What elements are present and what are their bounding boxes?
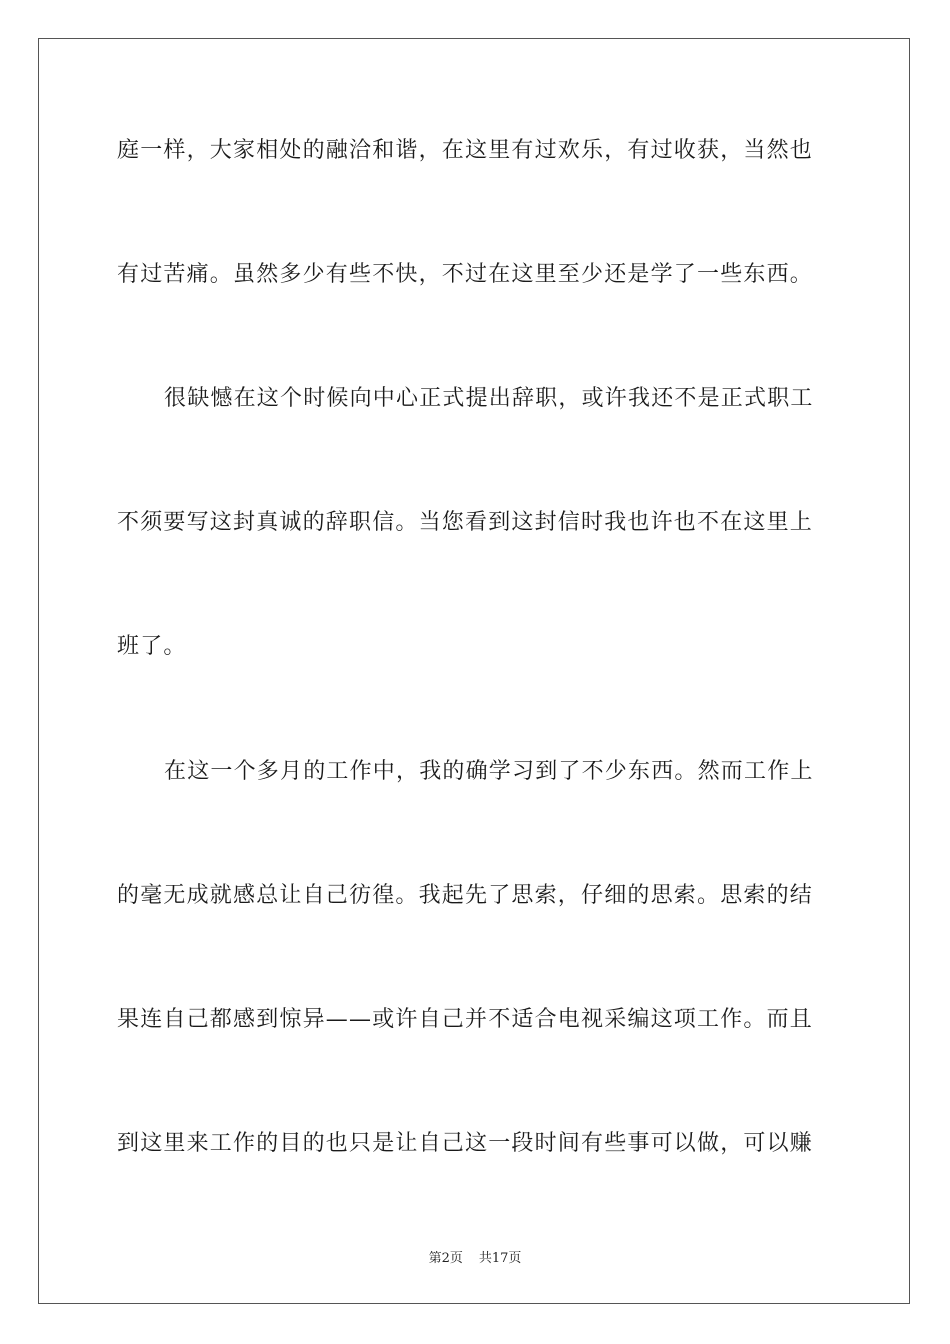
paragraph-3-line-2: 的毫无成就感总让自己彷徨。我起先了思索，仔细的思索。思索的结: [117, 883, 814, 908]
page-number: 第2页: [428, 1251, 463, 1266]
page-total: 共17页: [478, 1251, 522, 1266]
paragraph-1-line-2: 有过苦痛。虽然多少有些不快，不过在这里至少还是学了一些东西。: [117, 262, 814, 287]
paragraph-2-line-3: 班了。: [117, 634, 187, 659]
paragraph-3-line-3: 果连自己都感到惊异——或许自己并不适合电视采编这项工作。而且: [117, 1007, 814, 1032]
paragraph-3-line-1: 在这一个多月的工作中，我的确学习到了不少东西。然而工作上: [164, 759, 814, 784]
paragraph-2-line-2: 不须要写这封真诚的辞职信。当您看到这封信时我也许也不在这里上: [117, 510, 814, 535]
page-footer: [0, 1247, 950, 1266]
paragraph-3-line-4: 到这里来工作的目的也只是让自己这一段时间有些事可以做，可以赚: [117, 1131, 814, 1156]
page-border: [38, 38, 910, 1304]
paragraph-1-line-1: 庭一样，大家相处的融洽和谐，在这里有过欢乐，有过收获，当然也: [117, 138, 814, 163]
paragraph-2-line-1: 很缺憾在这个时候向中心正式提出辞职，或许我还不是正式职工: [164, 386, 814, 411]
